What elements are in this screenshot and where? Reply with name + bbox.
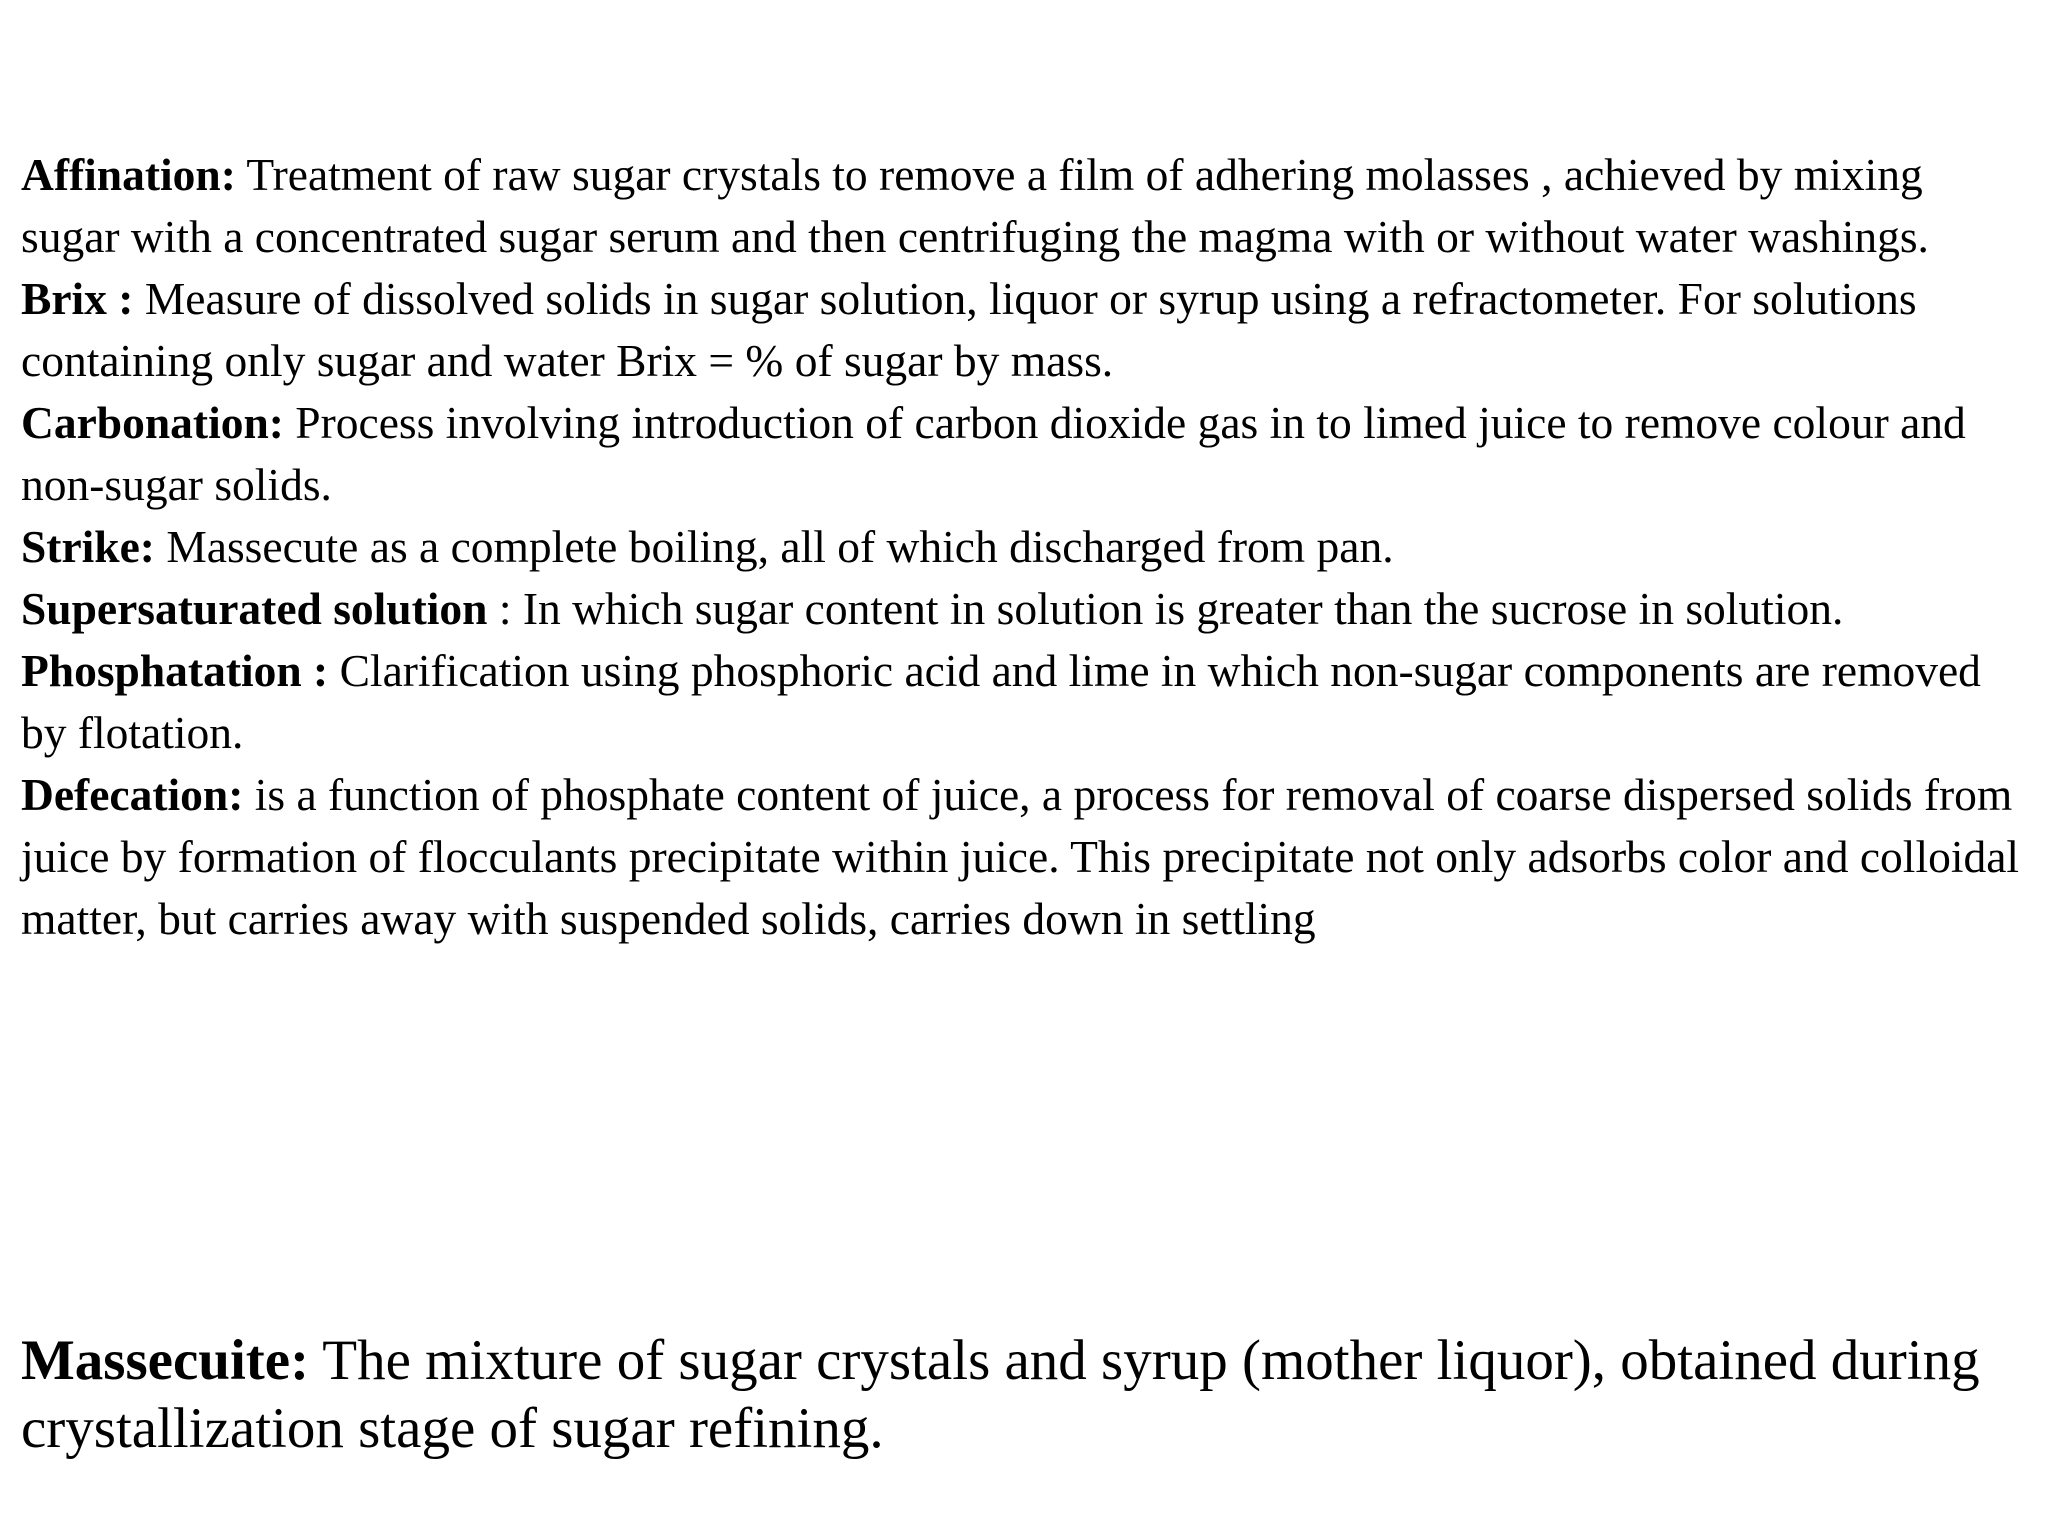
definition-strike (21, 516, 2031, 578)
definition-text: The mixture of sugar crystals and syrup (mother liquor), obtained during crystallization stage of sugar refining. (21, 1329, 1980, 1460)
definition-text: Treatment of raw sugar crystals to remove a film of adhering molasses , achieved by mixing sugar with a concentrated sugar serum and then centrifuging the magma with or without water washings. (21, 149, 1929, 262)
definition-affination (21, 144, 2031, 268)
definition-term: Phosphatation : (21, 645, 329, 696)
definition-term: Brix : (21, 273, 134, 324)
definition-defecation (21, 764, 2031, 950)
definition-text: is a function of phosphate content of juice, a process for removal of coarse dispersed solids from juice by formation of flocculants precipitate within juice. This precipitate not only adsorbs color and colloidal matter, but carries away with suspended solids, carries down in settling (21, 769, 2020, 944)
definition-massecuite (21, 1327, 2031, 1463)
definition-term: Carbonation: (21, 397, 284, 448)
definition-term: Strike: (21, 521, 155, 572)
definition-term: Defecation: (21, 769, 244, 820)
definition-term: Supersaturated solution (21, 583, 488, 634)
definition-text: Clarification using phosphoric acid and lime in which non-sugar components are removed by flotation. (21, 645, 1981, 758)
definition-term: Affination: (21, 149, 236, 200)
definition-text: : In which sugar content in solution is greater than the sucrose in solution. (487, 583, 1844, 634)
definition-text: Measure of dissolved solids in sugar solution, liquor or syrup using a refractometer. For solutions containing only sugar and water Brix = % of sugar by mass. (21, 273, 1917, 386)
definition-text: Massecute as a complete boiling, all of which discharged from pan. (154, 521, 1394, 572)
definition-carbonation (21, 392, 2031, 516)
definition-text: Process involving introduction of carbon dioxide gas in to limed juice to remove colour and non-sugar solids. (21, 397, 1966, 510)
definition-term: Massecuite: (21, 1329, 310, 1392)
definitions-list (21, 144, 2031, 950)
definition-phosphatation (21, 640, 2031, 764)
definition-supersaturated-solution (21, 578, 2031, 640)
definition-brix (21, 268, 2031, 392)
